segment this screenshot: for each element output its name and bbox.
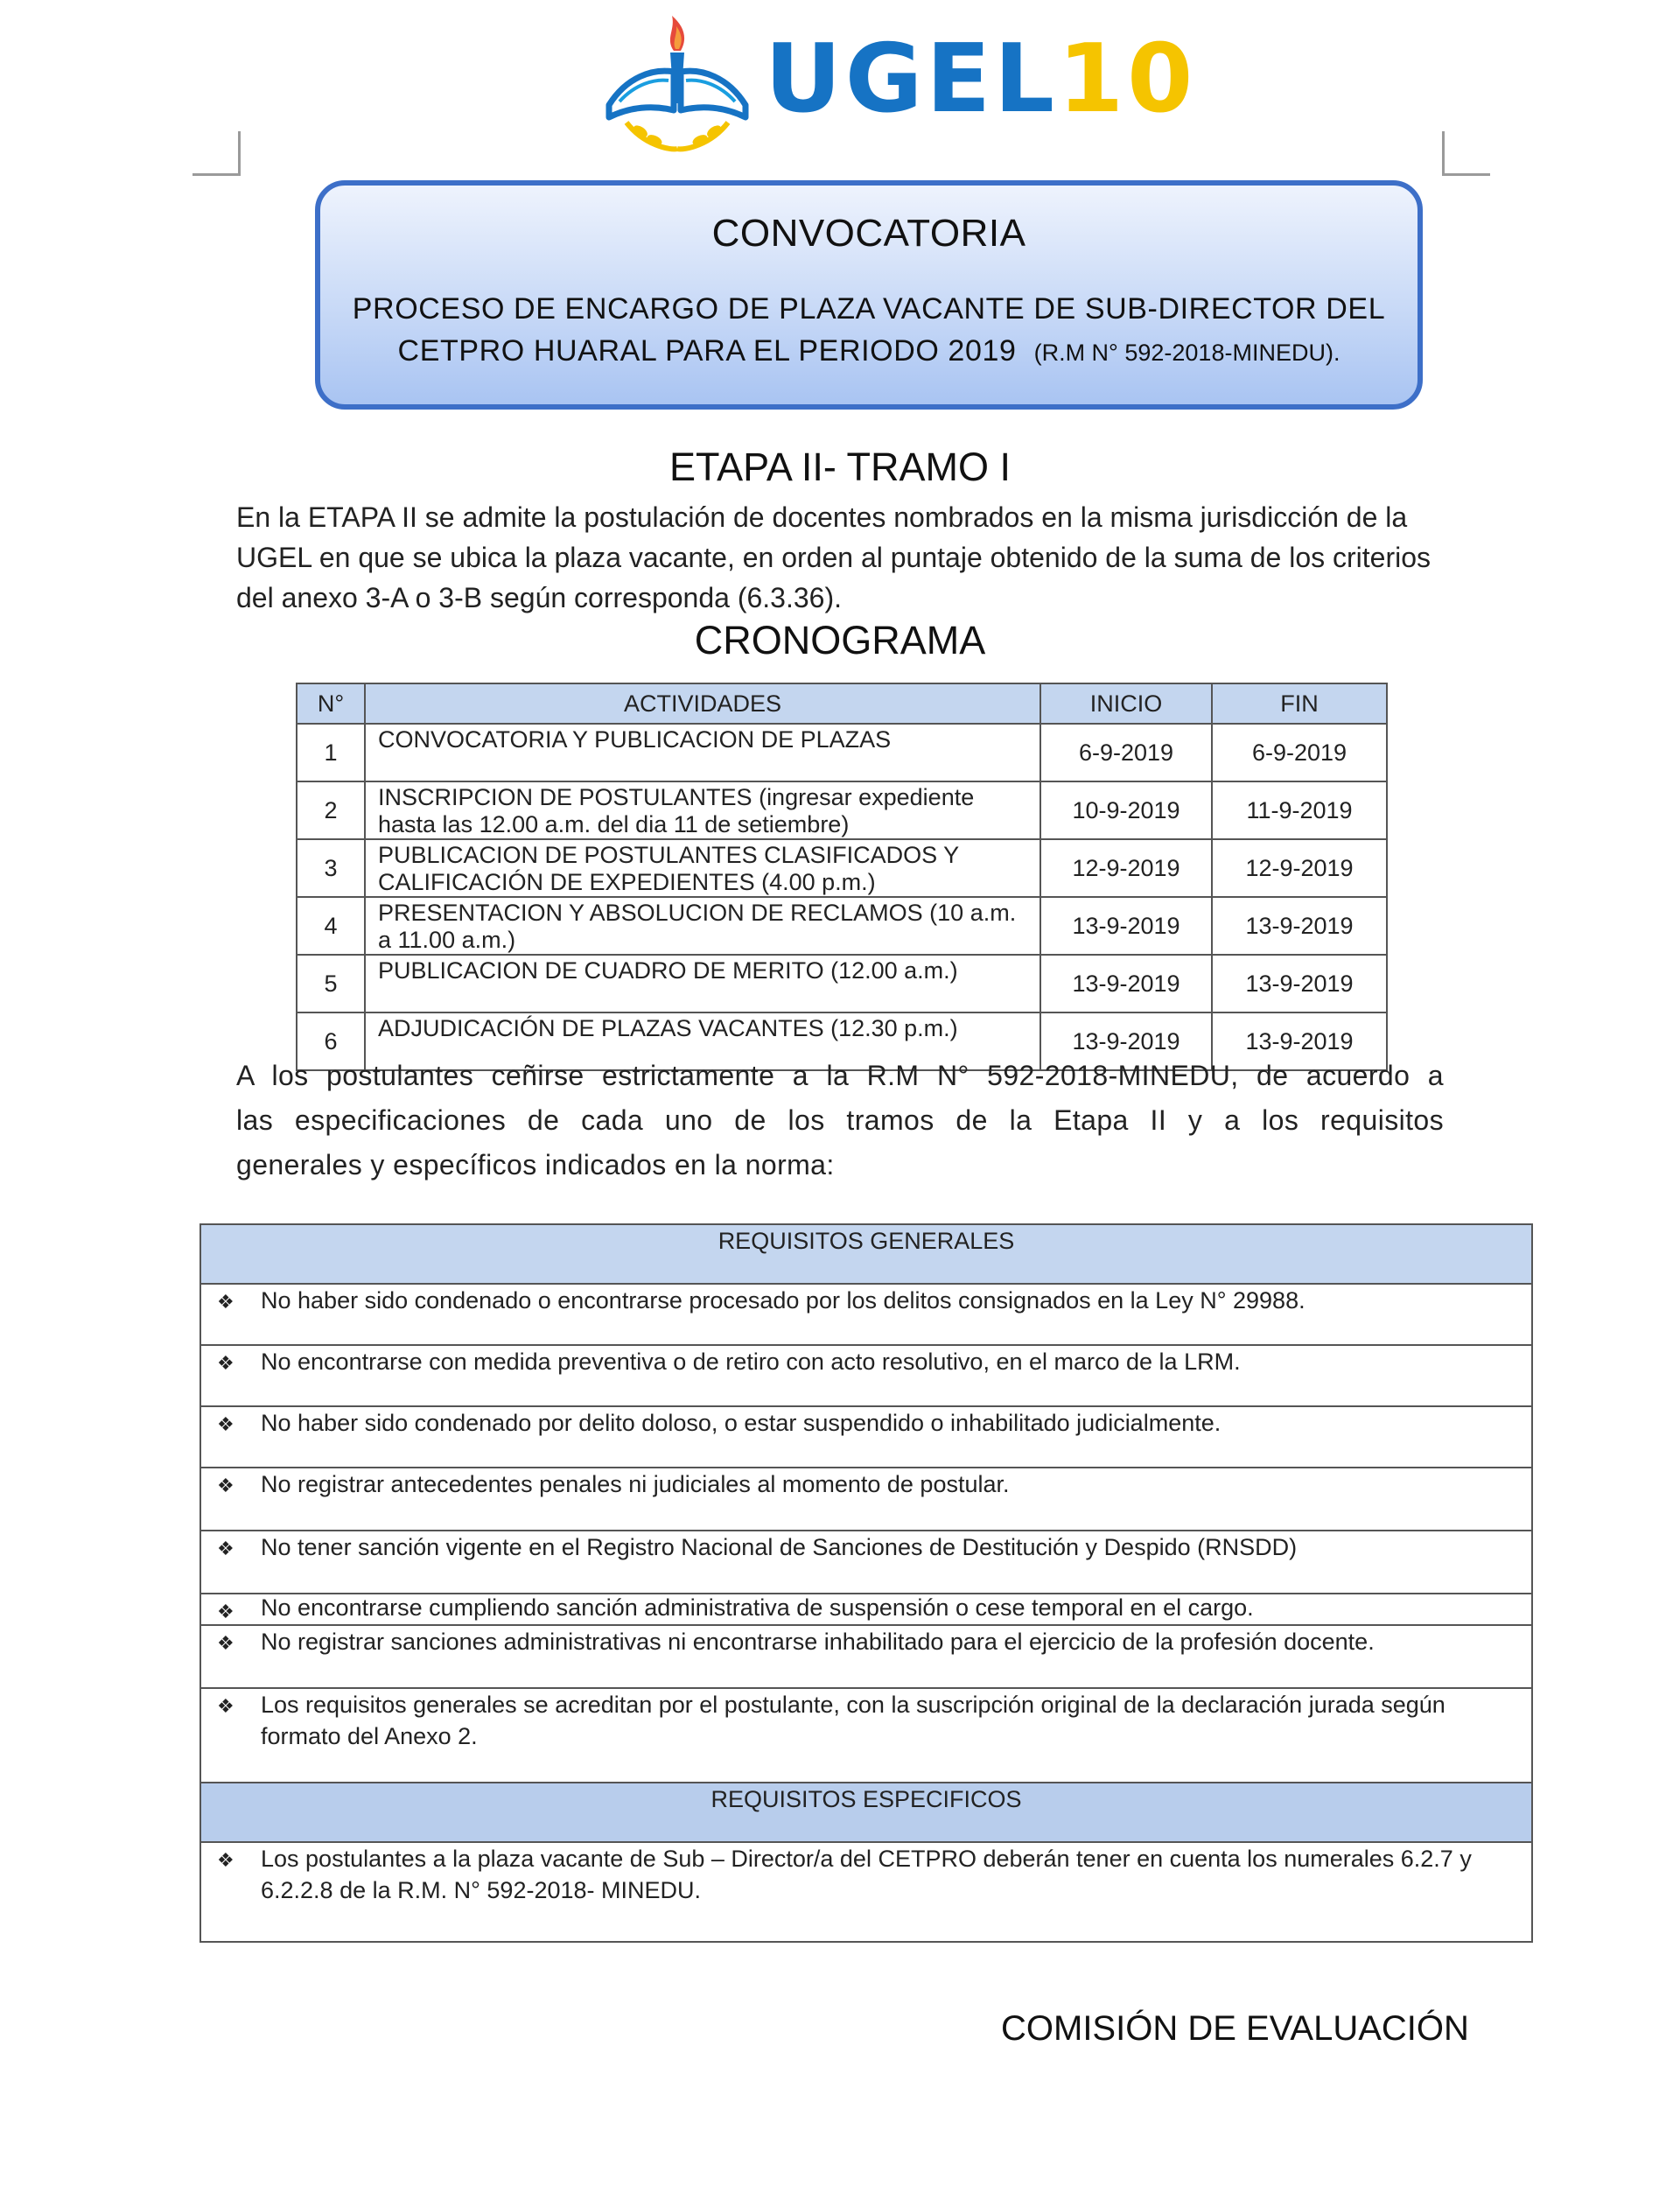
requirement-text: Los requisitos generales se acreditan por el postulante, con la suscripción original de la declaración jurada según formato del Anexo 2.: [261, 1692, 1446, 1749]
table-row: [297, 781, 1387, 839]
requirement-text: Los postulantes a la plaza vacante de Sub – Director/a del CETPRO deberán tener en cuenta los numerales 6.2.7 y 6.2.2.8 de la R.M. N° 592-2018- MINEDU.: [261, 1846, 1472, 1903]
list-item: [201, 1594, 1531, 1626]
table-row: [297, 897, 1387, 955]
header-title: CONVOCATORIA: [711, 212, 1026, 255]
requirement-text: No encontrarse con medida preventiva o de retiro con acto resolutivo, en el marco de la LRM.: [261, 1349, 1241, 1375]
requirements-table: [200, 1223, 1533, 1943]
signature-commission: COMISIÓN DE EVALUACIÓN: [1001, 2009, 1469, 2048]
diamond-bullet-icon: ❖: [217, 1413, 234, 1435]
corner-mark-right: [1442, 131, 1490, 176]
list-item: [201, 1626, 1531, 1689]
schedule-title: CRONOGRAMA: [694, 618, 986, 662]
col-header-activities: ACTIVIDADES: [365, 683, 1040, 724]
diamond-bullet-icon: ❖: [217, 1538, 234, 1559]
table-row: [297, 839, 1387, 897]
schedule-table: [296, 683, 1388, 1071]
list-item: [201, 1843, 1531, 1939]
diamond-bullet-icon: ❖: [217, 1601, 234, 1622]
row-activity: ADJUDICACIÓN DE PLAZAS VACANTES (12.30 p.m.): [365, 1012, 1040, 1070]
note-line: las especificaciones de cada uno de los tramos de la Etapa II y a los requisitos: [236, 1104, 1444, 1136]
row-number: 3: [297, 839, 365, 897]
logo-wordmark: UGEL10: [765, 25, 1197, 134]
requirements-note: [236, 1054, 1444, 1188]
col-header-end: FIN: [1212, 683, 1387, 724]
row-start-date: 12-9-2019: [1040, 839, 1212, 897]
intro-line: En la ETAPA II se admite la postulación de docentes nombrados en la misma jurisdicción de la: [236, 501, 1408, 533]
note-line: A los postulantes ceñirse estrictamente a la R.M N° 592-2018-MINEDU, de acuerdo a: [236, 1060, 1444, 1091]
general-requirements-header: REQUISITOS GENERALES: [201, 1225, 1531, 1285]
row-number: 2: [297, 781, 365, 839]
row-activity: PUBLICACION DE CUADRO DE MERITO (12.00 a.m.): [365, 955, 1040, 1012]
requirement-text: No haber sido condenado por delito doloso, o estar suspendido o inhabilitado judicialmente.: [261, 1410, 1222, 1436]
requirement-text: No tener sanción vigente en el Registro Nacional de Sanciones de Destitución y Despido (RNSDD): [261, 1534, 1298, 1560]
intro-paragraph: [236, 497, 1444, 618]
table-header-row: [297, 683, 1387, 724]
list-item: [201, 1531, 1531, 1594]
intro-line: del anexo 3-A o 3-B según corresponda (6.3.36).: [236, 582, 842, 613]
row-end-date: 11-9-2019: [1212, 781, 1387, 839]
specific-requirements-header: REQUISITOS ESPECIFICOS: [201, 1783, 1531, 1843]
header-subtitle-line2: CETPRO HUARAL PARA EL PERIODO 2019 (R.M N° 592-2018-MINEDU).: [397, 334, 1340, 368]
row-activity: CONVOCATORIA Y PUBLICACION DE PLAZAS: [365, 724, 1040, 781]
row-end-date: 6-9-2019: [1212, 724, 1387, 781]
row-start-date: 6-9-2019: [1040, 724, 1212, 781]
row-end-date: 13-9-2019: [1212, 897, 1387, 955]
list-item: [201, 1285, 1531, 1346]
ugel-logo: [600, 7, 1197, 156]
list-item: [201, 1346, 1531, 1407]
list-item: [201, 1689, 1531, 1783]
row-end-date: 13-9-2019: [1212, 1012, 1387, 1070]
row-number: 1: [297, 724, 365, 781]
requirement-text: No registrar sanciones administrativas ni encontrarse inhabilitado para el ejercicio de la profesión docente.: [261, 1629, 1375, 1655]
requirement-text: No haber sido condenado o encontrarse procesado por los delitos consignados en la Ley N° 29988.: [261, 1287, 1306, 1314]
list-item: [201, 1468, 1531, 1531]
note-line: generales y específicos indicados en la norma:: [236, 1149, 835, 1181]
diamond-bullet-icon: ❖: [217, 1632, 234, 1654]
table-row: [297, 955, 1387, 1012]
row-number: 6: [297, 1012, 365, 1070]
diamond-bullet-icon: ❖: [217, 1291, 234, 1313]
header-subtitle-line1: PROCESO DE ENCARGO DE PLAZA VACANTE DE SUB-DIRECTOR DEL: [352, 292, 1386, 326]
header-reference: (R.M N° 592-2018-MINEDU).: [1033, 340, 1340, 366]
diamond-bullet-icon: ❖: [217, 1849, 234, 1871]
requirement-text: No encontrarse cumpliendo sanción administrativa de suspensión o cese temporal en el cargo.: [261, 1594, 1254, 1621]
col-header-start: INICIO: [1040, 683, 1212, 724]
col-header-number: N°: [297, 683, 365, 724]
section-title: ETAPA II- TRAMO I: [668, 445, 1012, 489]
row-number: 5: [297, 955, 365, 1012]
list-item: [201, 1407, 1531, 1468]
row-start-date: 10-9-2019: [1040, 781, 1212, 839]
row-number: 4: [297, 897, 365, 955]
row-end-date: 13-9-2019: [1212, 955, 1387, 1012]
requirement-text: No registrar antecedentes penales ni judiciales al momento de postular.: [261, 1471, 1010, 1497]
diamond-bullet-icon: ❖: [217, 1475, 234, 1496]
diamond-bullet-icon: ❖: [217, 1695, 234, 1717]
row-activity: INSCRIPCION DE POSTULANTES (ingresar expediente hasta las 12.00 a.m. del dia 11 de setiembre): [365, 781, 1040, 839]
diamond-bullet-icon: ❖: [217, 1352, 234, 1374]
convocatoria-header: [315, 180, 1423, 410]
book-torch-icon: [600, 7, 766, 156]
row-activity: PRESENTACION Y ABSOLUCION DE RECLAMOS (10 a.m. a 11.00 a.m.): [365, 897, 1040, 955]
intro-line: UGEL en que se ubica la plaza vacante, en orden al puntaje obtenido de la suma de los criterios: [236, 542, 1432, 573]
row-end-date: 12-9-2019: [1212, 839, 1387, 897]
row-start-date: 13-9-2019: [1040, 1012, 1212, 1070]
corner-mark-left: [192, 131, 241, 176]
row-start-date: 13-9-2019: [1040, 955, 1212, 1012]
row-activity: PUBLICACION DE POSTULANTES CLASIFICADOS Y CALIFICACIÓN DE EXPEDIENTES (4.00 p.m.): [365, 839, 1040, 897]
table-row: [297, 724, 1387, 781]
row-start-date: 13-9-2019: [1040, 897, 1212, 955]
